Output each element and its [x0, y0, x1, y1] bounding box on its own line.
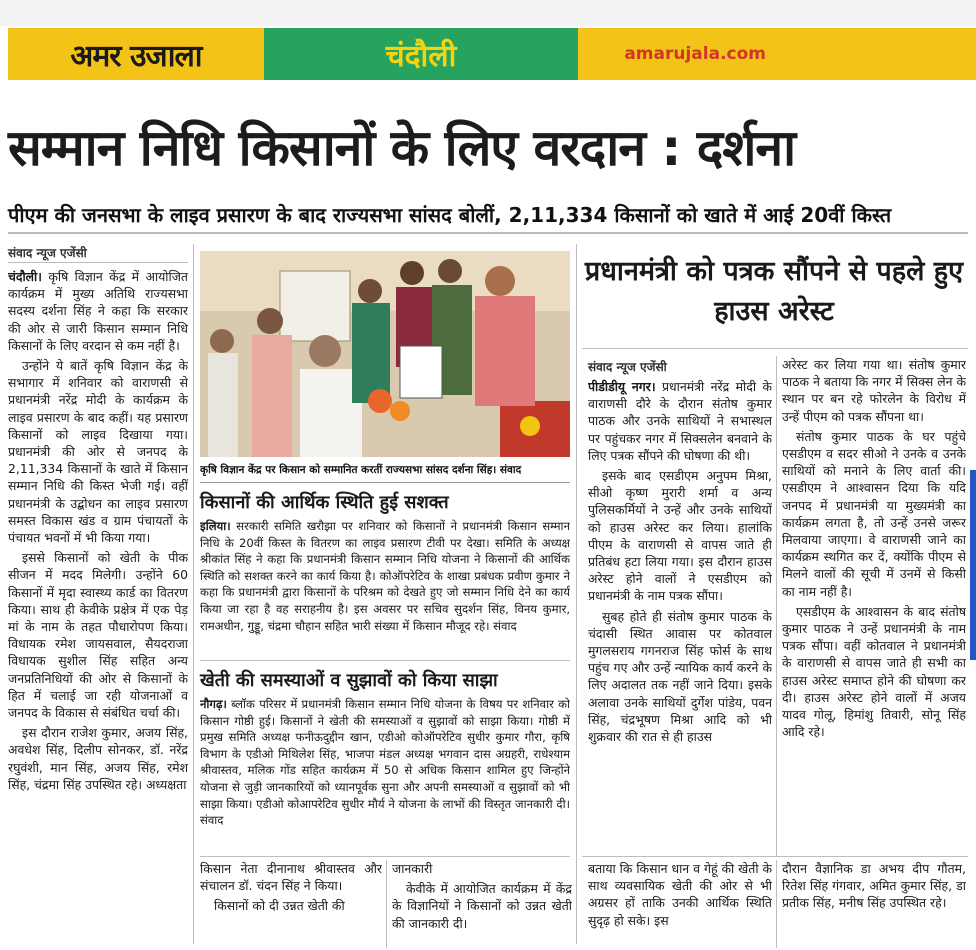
column-divider: [776, 356, 777, 856]
column-divider: [193, 244, 194, 944]
story2-title: किसानों की आर्थिक स्थिति हुई सशक्त: [200, 492, 449, 513]
agency-credit: संवाद न्यूज एजेंसी: [588, 360, 667, 374]
divider: [582, 348, 968, 349]
bottom-col-2: जानकारी केवीके में आयोजित कार्यक्रम में केंद्र के विज्ञानियों ने किसानों को उन्नत खेती की जानकारी दी।: [392, 861, 572, 931]
dateline: चंदौली।: [8, 269, 42, 284]
agency-credit: संवाद न्यूज एजेंसी: [8, 246, 87, 260]
newspaper-logo: अमर उजाला: [8, 28, 264, 80]
story2-body: इलिया। सरकारी समिति खरौझा पर शनिवार को किसानों ने प्रधानमंत्री किसान सम्मान निधि के 20वीं किस्त के वितरण का लाइव प्रसारण टीवी पर देखा। समिति के अध्यक्ष श्रीकांत सिंह ने कहा कि प्रधानमंत्री किसान सम्मान निधि योजना ने किसानों की आर्थिक स्थिति को सशक्त करने का कार्य किया है। कोऑपरेटिव के शाखा प्रबंधक प्रवीण कुमार ने कहा कि प्रधानमंत्री द्वारा किसानों के परिश्रम को देखते हुए जो सम्मान निधि देने का कार्य किया जा रहा है वह सराहनीय है। इस अवसर पर सचिव सुदर्शन सिंह, विनय कुमार, रामअधीन, गुड्डू, चंद्रमा चौहान सहित भारी संख्या में किसान मौजूद रहे। संवाद: [200, 519, 570, 633]
bottom-col-1: किसान नेता दीनानाथ श्रीवास्तव और संचालन डॉ. चंदन सिंह ने किया। किसानों को दी उन्नत खेती की: [200, 861, 382, 914]
divider: [200, 856, 570, 857]
bottom-col-4: दौरान वैज्ञानिक डा अभय दीप गौतम, रितेश सिंह गंगवार, अमित कुमार सिंह, डा प्रतीक सिंह, मनीष सिंह उपस्थित रहे।: [782, 861, 966, 911]
dateline: इलिया।: [200, 519, 231, 533]
divider: [200, 660, 570, 661]
divider: [8, 262, 188, 263]
column-divider: [386, 860, 387, 948]
main-headline: सम्मान निधि किसानों के लिए वरदान : दर्शना: [8, 119, 796, 177]
newspaper-banner: [8, 28, 976, 80]
story4-column-2: अरेस्ट कर लिया गया था। संतोष कुमार पाठक ने बताया कि नगर में सिक्स लेन के स्थान पर बन रहे फोरलेन के विरोध में उन्हें पीएम को पत्रक सौंपना था। संतोष कुमार पाठक के घर पहुंचे एसडीएम व सदर सीओ ने उनके व उनके साथियों को मनाने के लिए वार्ता की। एसडीएम ने आश्वासन दिया कि यदि जनपद में प्रधानमंत्री या मुख्यमंत्री का कार्यक्रम लगता है, तो उन्हें उनसे जरूर मिलवाया जाएगा। वे वाराणसी जाने का कार्यक्रम स्थगित कर दें, क्योंकि पीएम से मिलने वालों की सूची में उनमें से किसी का नाम नहीं है। एसडीएम के आश्वासन के बाद संतोष कुमार पाठक ने उन्हें प्रधानमंत्री के नाम पत्रक सौंपा। वहीं कोतवाल ने प्रधानमंत्री के वाराणसी से वापस जाते ही सभी का हाउस अरेस्ट समाप्त होने की घोषणा कर दी। हाउस अरेस्ट होने वालों में अजय यादव गोलू, हिमांशु तिवारी, सोनू सिंह आदि रहे।: [782, 357, 966, 740]
bottom-col-3: बताया कि किसान धान व गेहूं की खेती के साथ व्यवसायिक खेती की ओर से भी अग्रसर हों ताकि उनकी आर्थिक स्थिति सुदृढ़ हो सके। इस: [588, 861, 772, 928]
photo-illustration: [200, 251, 570, 457]
city-name: चंदौली: [264, 28, 578, 80]
column-divider: [776, 860, 777, 948]
story4-title: प्रधानमंत्री को पत्रक सौंपने से पहले हुए हाउस अरेस्ट: [584, 256, 964, 327]
story3-title: खेती की समस्याओं व सुझावों को किया साझा: [200, 670, 498, 691]
photo-caption: कृषि विज्ञान केंद्र पर किसान को सम्मानित करतीं राज्यसभा सांसद दर्शना सिंह। संवाद: [200, 458, 570, 483]
main-story-para: इस दौरान राजेश कुमार, अजय सिंह, अवधेश सिंह, दिलीप सोनकर, डॉ. नरेंद्र रघुवंशी, मान सिंह, अजय सिंह, रमेश सिंह, चंद्रमा सिंह उपस्थित रहे। अध्यक्षता: [8, 725, 188, 792]
main-story-para: उन्होंने ये बातें कृषि विज्ञान केंद्र के सभागार में शनिवार को वाराणसी से प्रधानमंत्री नरेंद्र मोदी के कार्यक्रम के लाइव प्रसारण के बाद कहीं। यह प्रसारण किसानों को लाइव दिखाया गया। प्रधानमंत्री की ओर से जनपद के 2,11,334 किसानों के खाते में किसान सम्मान निधि की किस्त भेजी गई। वहीं प्रधानमंत्री के उद्बोधन का लाइव प्रसारण समस्त विकास खंड व ग्राम पंचायतों के पंचायत भवनों में भी किया गया।: [8, 358, 188, 546]
main-story-column: [8, 268, 188, 948]
story4-column-1: पीडीडीयू नगर। प्रधानमंत्री नरेंद्र मोदी के वाराणसी दौरे के दौरान संतोष कुमार पाठक और उनके साथियों ने सभास्थल पर पहुंचकर नगर में सिक्सलेन बनवाने के लिए पत्रक सौंपने की घोषणा की थी। इसके बाद एसडीएम अनुपम मिश्रा, सीओ कृष्ण मुरारी शर्मा व अन्य पुलिसकर्मियों ने उन्हें और उनके साथियों को हाउस अरेस्ट कर लिया। हालांकि पीएम के वाराणसी से वापस जाते ही प्रतिबंध हटा लिया गया। इस दौरान हाउस अरेस्ट होने वालों ने एसडीएम को प्रधानमंत्री के नाम पत्रक सौंपा। सुबह होते ही संतोष कुमार पाठक के चंदासी स्थित आवास पर कोतवाल मुगलसराय गगनराज सिंह फोर्स के साथ पहुंच गए और उन्हें न्यायिक कार्य करने के लिए अदालत तक नहीं जाने दिया। इसके अलावा उनके साथियों दुर्गेश पांडेय, पवन सिंह, चंद्रभूषण मिश्रा आदि को भी शुक्रवार की रात से ही हाउस: [588, 379, 772, 745]
website-link: amarujala.com: [578, 28, 976, 80]
main-story-para: इससे किसानों को खेती के पीक सीजन में मदद मिलेगी। उन्होंने 60 किसानों में मृदा स्वास्थ्य कार्ड का वितरण किया। साथ ही केवीके प्रक्षेत्र में एक पेड़ मां के नाम के तहत पौधारोपण किया। विधायक रमेश जायसवाल, सैयदराजा विधायक सुशील सिंह सहित अन्य जनप्रतिनिधियों की ओर से किसानों के हित में चलाई जा रही योजनाओं व जनपद के विकास से संबंधित चर्चा की।: [8, 550, 188, 721]
page-edge-mark: [970, 470, 976, 660]
divider: [582, 856, 968, 857]
dateline: पीडीडीयू नगर।: [588, 379, 656, 394]
top-strip: [0, 0, 976, 26]
news-photo: [200, 251, 570, 457]
story3-body: नौगढ़। ब्लॉक परिसर में प्रधानमंत्री किसान सम्मान निधि योजना के विषय पर शनिवार को किसान गोष्ठी हुई। किसानों ने खेती की समस्याओं व सुझावों को साझा किया। गोष्ठी में प्रमुख समिति अध्यक्ष फनीऊदुद्दीन खान, एडीओ कोऑपरेटिव सुधीर कुमार गौरा, कृषि विभाग के एडीओ मिथिलेश सिंह, भाजपा मंडल अध्यक्ष भगवान दास अग्रहरी, राधेश्याम श्रीवास्तव, मलिक गोंड सहित कार्यक्रम में 50 से अधिक किसान शामिल हुए जिन्होंने योजना से जुड़ी जानकारियों को ध्यानपूर्वक सुना और अपनी समस्याओं व सुझावों को भी साझा किया। एडीओ कोआपरेटिव सुधीर मौर्य ने योजना के लाभों की विस्तृत जानकारी दी। संवाद: [200, 697, 570, 828]
column-divider: [576, 244, 577, 944]
dateline: नौगढ़।: [200, 697, 227, 711]
main-story-para: चंदौली। कृषि विज्ञान केंद्र में आयोजित कार्यक्रम में मुख्य अतिथि राज्यसभा सदस्य दर्शना सिंह ने कहा कि सरकार की ओर से जारी किसान सम्मान निधि किसानों के लिए वरदान से कम नहीं है।: [8, 269, 188, 353]
sub-headline: पीएम की जनसभा के लाइव प्रसारण के बाद राज्यसभा सांसद बोलीं, 2,11,334 किसानों को खाते में आई 20वीं किस्त: [8, 200, 968, 234]
